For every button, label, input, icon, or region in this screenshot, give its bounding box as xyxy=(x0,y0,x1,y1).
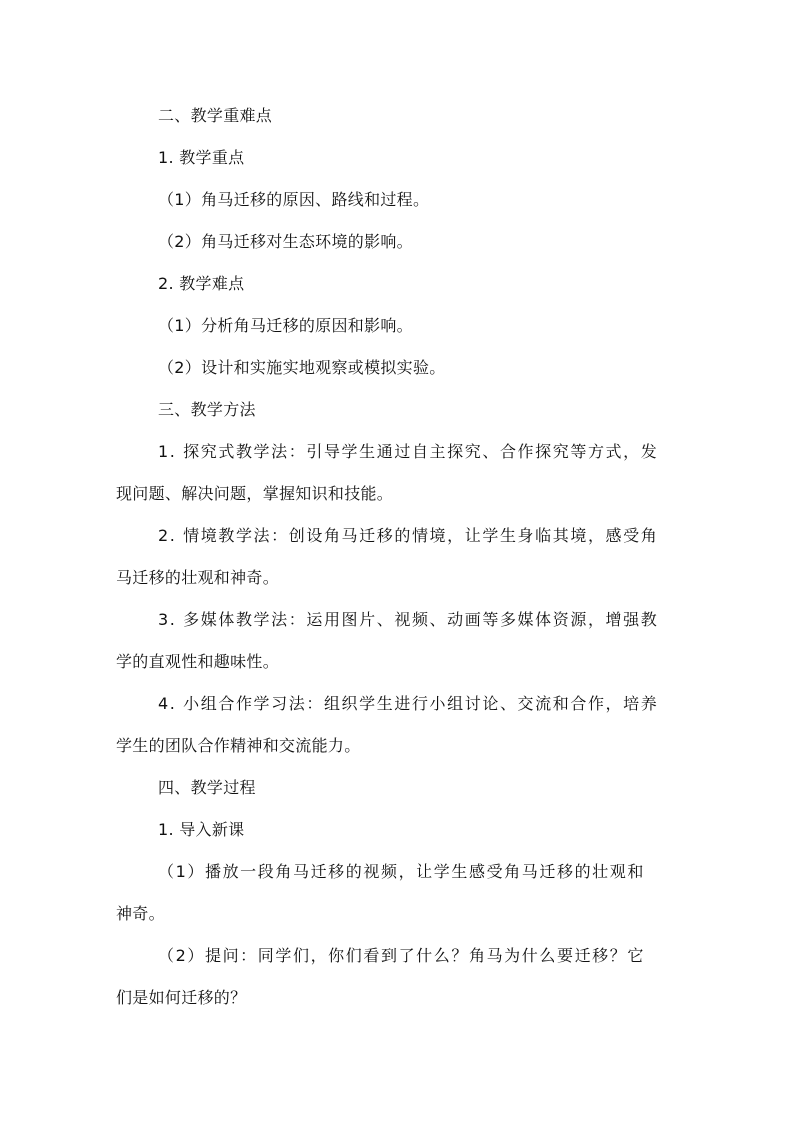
difficult-point-1: （1）分析角马迁移的原因和影响。 xyxy=(158,316,413,335)
method-3-line-1: 3. 多媒体教学法：运用图片、视频、动画等多媒体资源，增强教 xyxy=(158,610,659,629)
method-2-line-2: 马迁移的壮观和神奇。 xyxy=(116,568,280,587)
intro-step-2-line-1: （2）提问：同学们，你们看到了什么？角马为什么要迁移？它 xyxy=(158,946,645,965)
method-4-line-1: 4. 小组合作学习法：组织学生进行小组讨论、交流和合作，培养 xyxy=(158,694,659,713)
subheading-difficult-points: 2. 教学难点 xyxy=(158,274,245,293)
method-1-line-2: 现问题、解决问题，掌握知识和技能。 xyxy=(116,484,394,503)
section-heading-process: 四、教学过程 xyxy=(158,778,256,797)
key-point-2: （2）角马迁移对生态环境的影响。 xyxy=(158,232,413,251)
method-1-line-1: 1. 探究式教学法：引导学生通过自主探究、合作探究等方式，发 xyxy=(158,442,659,461)
section-heading-methods: 三、教学方法 xyxy=(158,400,256,419)
difficult-point-2: （2）设计和实施实地观察或模拟实验。 xyxy=(158,358,446,377)
key-point-1: （1）角马迁移的原因、路线和过程。 xyxy=(158,190,430,209)
intro-step-2-line-2: 们是如何迁移的？ xyxy=(116,988,247,1007)
section-heading-difficulties: 二、教学重难点 xyxy=(158,106,273,125)
intro-step-1-line-2: 神奇。 xyxy=(116,904,165,923)
subheading-key-points: 1. 教学重点 xyxy=(158,148,245,167)
intro-step-1-line-1: （1）播放一段角马迁移的视频，让学生感受角马迁移的壮观和 xyxy=(158,862,645,881)
method-4-line-2: 学生的团队合作精神和交流能力。 xyxy=(116,736,361,755)
subheading-introduction: 1. 导入新课 xyxy=(158,820,245,839)
method-2-line-1: 2. 情境教学法：创设角马迁移的情境，让学生身临其境，感受角 xyxy=(158,526,659,545)
method-3-line-2: 学的直观性和趣味性。 xyxy=(116,652,280,671)
